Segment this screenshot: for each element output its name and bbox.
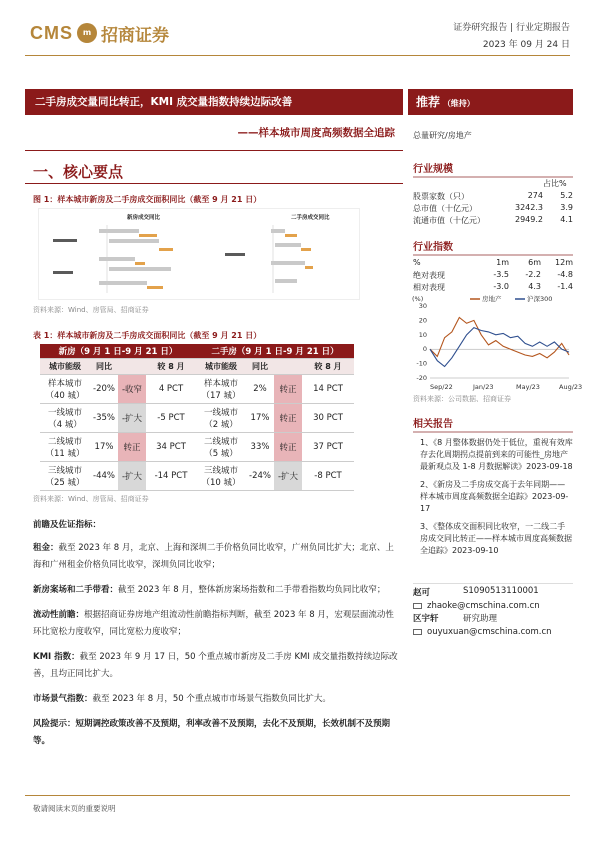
analyst-name: 赵可: [413, 588, 431, 598]
report-date: 2023 年 09 月 24 日: [482, 40, 570, 50]
table1-new-header: 新房（9 月 1 日-9 月 21 日）: [40, 344, 196, 358]
index-label: 绝对表现: [413, 271, 445, 280]
table-row: [40, 403, 354, 432]
col-vs-2: 较 8 月: [302, 358, 354, 374]
x-tick-label: May/23: [516, 383, 540, 391]
report-subtitle: ——样本城市周度高频数据全追踪: [237, 127, 395, 139]
index-m6: -2.2: [525, 270, 541, 279]
figure1-bars: [39, 209, 361, 301]
cell: 17%: [90, 432, 118, 461]
analyst-email[interactable]: ouyuxuan@cmschina.com.cn: [427, 626, 552, 637]
y-tick-label: 20: [418, 316, 427, 325]
email-icon: [413, 629, 422, 635]
table-row: [40, 432, 354, 461]
cell: 30 PCT: [302, 403, 354, 432]
p1-text: 截至 2023 年 8 月，北京、上海和深圳二手价格负同比收窄，广州负同比扩大；北京、上海和广州租金价格负同比收窄，深圳负同比收窄；: [33, 543, 394, 570]
rating-sub: （维持）: [442, 99, 475, 108]
p3-text: 根据招商证券房地产组流动性前瞻指标判断，截至 2023 年 8 月，宏观层面流动性环比宽松力度收窄，同比宽松力度收窄；: [33, 610, 394, 637]
figure1-right-title: 二手房成交同比: [291, 215, 330, 221]
x-tick-label: Jan/23: [473, 383, 494, 391]
rating-category: 总量研究/房地产: [413, 131, 472, 140]
cell-trend: 转正: [274, 432, 302, 461]
index-h3: 12m: [555, 258, 573, 267]
col-city-2: 城市能级: [196, 358, 246, 374]
sidebar-divider: [413, 254, 573, 256]
figure1-left-title: 新房成交同比: [127, 215, 161, 221]
p2-label: 新房案场和二手带看：: [33, 585, 119, 595]
cell-trend: -扩大: [274, 461, 302, 490]
p2-text: 截至 2023 年 8 月，整体新房案场指数和二手带看指数均负同比收窄；: [118, 585, 386, 595]
p1-label: 租金：: [33, 543, 59, 553]
y-tick-label: 0: [422, 345, 427, 354]
cell: 37 PCT: [302, 432, 354, 461]
index-line-chart: [410, 292, 583, 392]
report-title: 二手房成交量同比转正，KMI 成交量指数持续边际改善: [35, 96, 293, 108]
cell: 样本城市（17 城）: [196, 374, 246, 403]
basic-pct: 5.2: [560, 191, 573, 200]
rating-bar: [408, 89, 573, 115]
cell-trend: 转正: [118, 432, 146, 461]
basic-pct: 4.1: [560, 215, 573, 224]
basic-row: [413, 215, 573, 227]
cell-trend: -扩大: [118, 461, 146, 490]
x-tick-label: Sep/22: [430, 383, 453, 391]
cell: -14 PCT: [146, 461, 196, 490]
index-m12: -1.4: [557, 282, 573, 291]
y-tick-label: -20: [416, 374, 427, 382]
cell: 33%: [246, 432, 274, 461]
cell: 34 PCT: [146, 432, 196, 461]
table1-caption: 表 1：样本城市新房及二手房成交面积同比（截至 9 月 21 日）: [33, 331, 262, 340]
logo-text-en: CMS: [30, 22, 73, 43]
table-row: [40, 374, 354, 403]
cell: -5 PCT: [146, 403, 196, 432]
footer-divider: [25, 795, 570, 796]
table-row: [40, 461, 354, 490]
cell: 4 PCT: [146, 374, 196, 403]
cell: 2%: [246, 374, 274, 403]
email-icon: [413, 603, 422, 609]
risk-text: 短期调控政策改善不及预期，利率改善不及预期，去化不及预期，长效机制不及预期等。: [33, 719, 391, 746]
index-h2: 6m: [528, 258, 541, 267]
legend-label: 房地产: [482, 295, 502, 303]
analyst-divider: [413, 583, 573, 584]
title-divider: [25, 150, 403, 151]
index-table: [413, 258, 573, 294]
intro-line: 前瞻及佐证指标：: [33, 520, 102, 530]
logo: [30, 22, 169, 44]
sidebar-index-title: 行业指数: [413, 242, 453, 253]
footer-note: 敬请阅读末页的重要说明: [33, 804, 116, 813]
col-city: 城市能级: [40, 358, 90, 374]
y-axis-label: (%): [412, 295, 424, 303]
p4-text: 截至 2023 年 9 月 17 日，50 个重点城市新房及二手房 KMI 成交量指数持续边际改善，且均正同比扩大。: [33, 652, 398, 679]
cell: -24%: [246, 461, 274, 490]
section-heading: 一、核心要点: [33, 163, 124, 181]
figure1-image: [38, 208, 360, 300]
cell: 二线城市（5 城）: [196, 432, 246, 461]
index-label: 相对表现: [413, 283, 445, 292]
cell-trend: -扩大: [118, 403, 146, 432]
basic-row: [413, 191, 573, 203]
index-header-row: [413, 258, 573, 270]
legend-label: 沪深300: [527, 295, 553, 303]
p5-label: 市场景气指数：: [33, 694, 93, 704]
cell: 14 PCT: [302, 374, 354, 403]
basic-row: [413, 203, 573, 215]
p3-label: 流动性前瞻：: [33, 610, 85, 620]
basic-label: 总市值（十亿元）: [413, 204, 477, 213]
cell-trend: 转正: [274, 403, 302, 432]
cell: -44%: [90, 461, 118, 490]
basic-pct: 3.9: [560, 203, 573, 212]
y-tick-label: 30: [418, 302, 427, 310]
cell-trend: -收窄: [118, 374, 146, 403]
rating-label: 推荐: [416, 95, 441, 109]
related-title: 相关报告: [413, 419, 453, 430]
x-tick-label: Aug/23: [559, 383, 583, 391]
p4-label: KMI 指数：: [33, 652, 80, 662]
chart-source: 资料来源：公司数据、招商证券: [413, 395, 511, 403]
cell: 三线城市（10 城）: [196, 461, 246, 490]
index-m1: -3.5: [493, 270, 509, 279]
figure1-source: 资料来源：Wind、房管局、招商证券: [33, 306, 149, 314]
table1: [40, 344, 354, 491]
cell: 三线城市（25 城）: [40, 461, 90, 490]
cell: 一线城市（2 城）: [196, 403, 246, 432]
figure1-caption: 图 1：样本城市新房及二手房成交面积同比（截至 9 月 21 日）: [33, 195, 262, 204]
index-h1: 1m: [496, 258, 509, 267]
table1-source: 资料来源：Wind、房管局、招商证券: [33, 495, 149, 503]
body-text: [33, 517, 399, 750]
analyst-email[interactable]: zhaoke@cmschina.com.cn: [427, 600, 540, 611]
cell: -8 PCT: [302, 461, 354, 490]
index-h0: %: [413, 258, 421, 267]
cell: 一线城市（4 城）: [40, 403, 90, 432]
series-line: [430, 318, 569, 358]
sidebar-divider: [413, 431, 573, 433]
logo-text-cn: 招商证券: [101, 25, 169, 45]
basic-table: [413, 191, 573, 227]
basic-label: 股票家数（只）: [413, 192, 469, 201]
index-m12: -4.8: [557, 270, 573, 279]
cell: 二线城市（11 城）: [40, 432, 90, 461]
cell: -20%: [90, 374, 118, 403]
analyst-id: S1090513110001: [463, 586, 539, 596]
col-vs: 较 8 月: [146, 358, 196, 374]
cell: 17%: [246, 403, 274, 432]
basic-pct-header-label: 占比%: [543, 179, 567, 188]
sidebar-basic-title: 行业规模: [413, 164, 453, 175]
related-list: [420, 437, 573, 557]
cell: 样本城市（40 城）: [40, 374, 90, 403]
table1-second-header: 二手房（9 月 1 日-9 月 21 日）: [196, 344, 354, 358]
report-type: 证券研究报告 | 行业定期报告: [453, 23, 570, 33]
basic-value: 2949.2: [515, 215, 543, 224]
cell: -35%: [90, 403, 118, 432]
related-report-link[interactable]: 1、《8 月整体数据仍处于低位，重视有效库存去化周期拐点提前到来的可能性_房地产最新观点及 1-8 月数据解读》2023-09-18: [420, 438, 573, 471]
related-report-link[interactable]: 3、《整体成交面积同比收窄，一二线二手房成交同比转正——样本城市周度高频数据全追踪》2023-09-10: [420, 522, 572, 555]
section-underline: [25, 183, 403, 184]
basic-value: 274: [527, 191, 543, 200]
analyst-name: 区宇轩: [413, 614, 439, 624]
title-bar: [25, 89, 403, 115]
analyst-id: 研究助理: [463, 614, 498, 624]
index-m1: -3.0: [493, 282, 509, 291]
analyst-block: [413, 586, 573, 638]
logo-emblem-icon: m: [77, 23, 97, 43]
basic-value: 3242.3: [515, 203, 543, 212]
index-row: [413, 270, 573, 282]
index-m6: 4.3: [528, 282, 541, 291]
p5-text: 截至 2023 年 8 月，50 个重点城市市场景气指数负同比扩大。: [92, 694, 331, 704]
cell-trend: 转正: [274, 374, 302, 403]
risk-label: 风险提示：: [33, 719, 76, 729]
header-divider: [25, 55, 570, 56]
y-tick-label: -10: [416, 359, 427, 368]
related-report-link[interactable]: 2、《新房及二手房成交高于去年同期——样本城市周度高频数据全追踪》2023-09-17: [420, 480, 569, 513]
basic-label: 流通市值（十亿元）: [413, 216, 485, 225]
col-yoy: 同比: [90, 358, 118, 374]
col-yoy-2: 同比: [246, 358, 274, 374]
y-tick-label: 10: [418, 330, 427, 339]
